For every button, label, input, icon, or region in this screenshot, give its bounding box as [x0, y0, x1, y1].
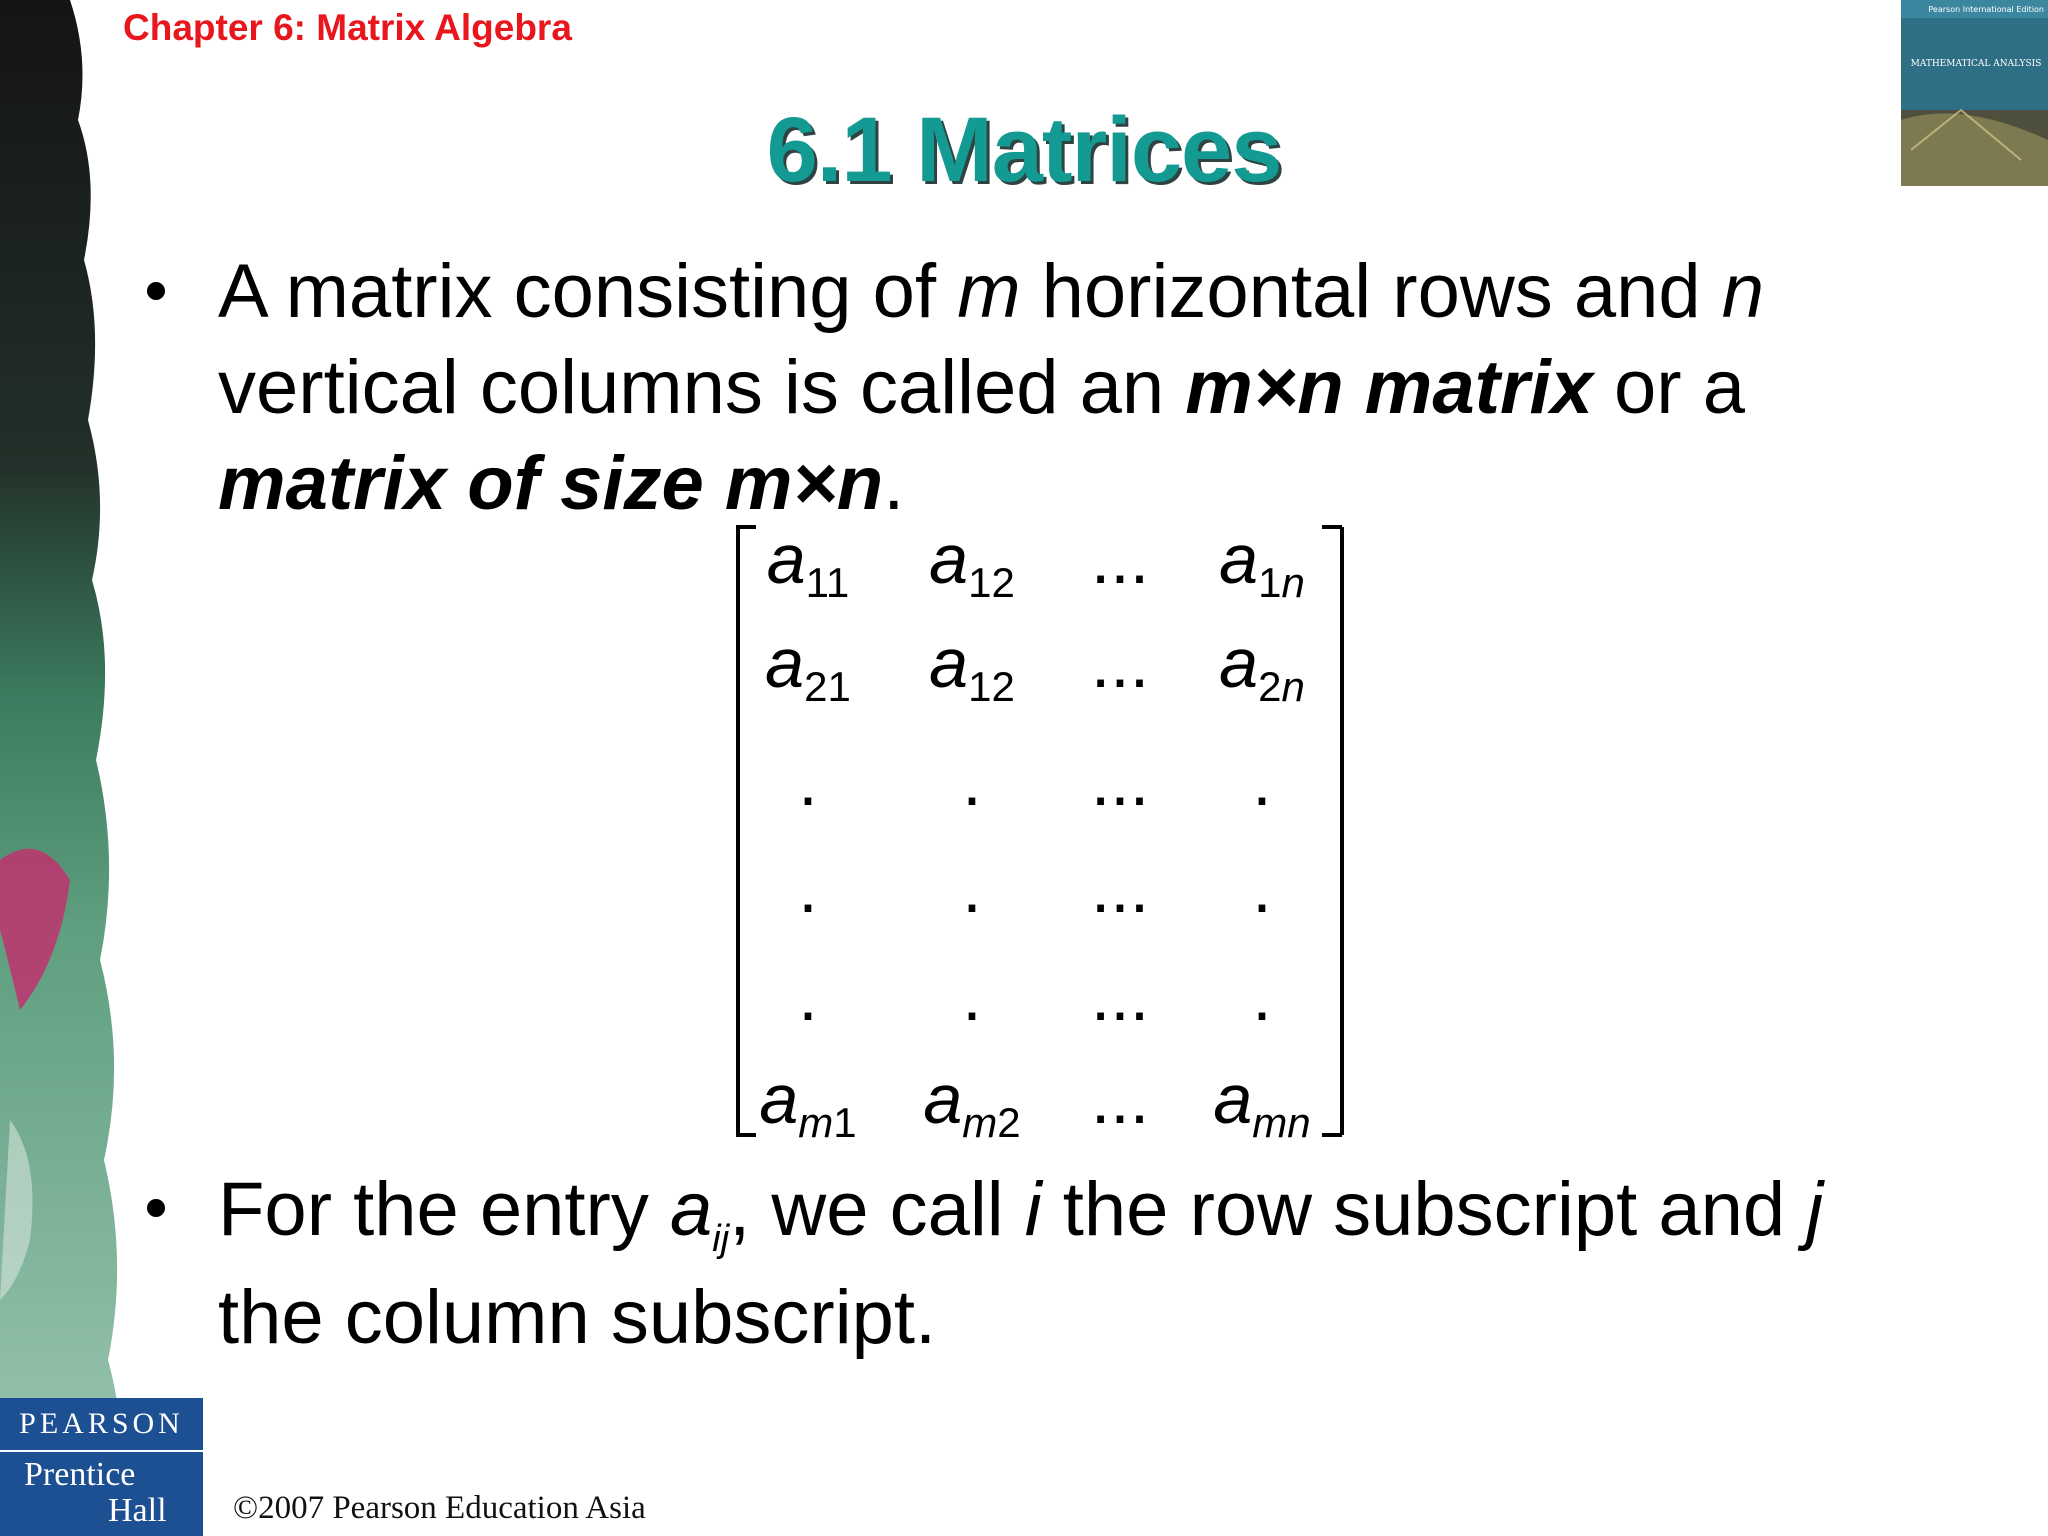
matrix-entry-r6-c4: $a_{mn}$: [1213, 1060, 1311, 1140]
matrix-entry-r6-c2: $a_m2$: [923, 1060, 1021, 1140]
bullet-2-line-1: [218, 1162, 1823, 1287]
bullet-2-line-1-seg-5: i: [1024, 1167, 1042, 1252]
bullet-1-line-2-seg-3: or a: [1592, 345, 1745, 430]
bullet-1-line-1-seg-1: A matrix consisting of: [218, 249, 958, 334]
bullet-1-line-3-seg-1: matrix of size m×n: [218, 441, 884, 526]
slide-title: 6.1 Matrices: [766, 99, 1282, 201]
matrix-entry-r2-c2: $a_{12}$: [929, 624, 1015, 710]
matrix-entry-r1-c4: $a_1n$: [1219, 520, 1305, 606]
bullet-2-line-1-seg-3: ij: [712, 1218, 730, 1260]
bullet-2-line-2-seg-1: the column subscript.: [218, 1275, 937, 1360]
matrix-entry-r4-c2: .: [962, 849, 982, 927]
matrix-entry-r6-c1: $a_m1$: [759, 1060, 857, 1140]
matrix-entry-r2-c1: $a_{21}$: [765, 624, 851, 710]
matrix-entry-r5-c3: ...: [1090, 957, 1150, 1035]
bullet-2-line-2: [218, 1270, 936, 1365]
bullet-1-line-1: [218, 244, 1764, 339]
book-title-label: MATHEMATICAL ANALYSIS: [1910, 59, 2042, 69]
book-edition-label: Pearson International Edition: [1928, 5, 2044, 14]
matrix-entry-r4-c3: ...: [1090, 849, 1150, 927]
matrix-entry-r5-c1: .: [798, 957, 818, 1035]
matrix-entry-r6-c3: ...: [1090, 1060, 1150, 1138]
bullet-1-line-3-seg-2: .: [883, 441, 905, 526]
matrix-entry-r2-c4: $a_2n$: [1219, 624, 1305, 710]
matrix-entry-r5-c2: .: [962, 957, 982, 1035]
bullet-2-line-1-seg-4: , we call: [729, 1167, 1025, 1252]
matrix-entry-r3-c2: .: [962, 742, 982, 820]
bullet-2-dot: [147, 1199, 165, 1217]
chapter-label: Chapter 6: Matrix Algebra: [123, 7, 572, 48]
bullet-1-line-2-seg-1: vertical columns is called an: [218, 345, 1186, 430]
bullet-2-line-1-seg-2: a: [669, 1167, 713, 1252]
matrix-entry-r2-c3: ...: [1090, 624, 1150, 702]
matrix-entry-r3-c3: ...: [1090, 742, 1150, 820]
matrix-entry-r1-c1: $a_{11}$: [766, 520, 850, 606]
matrix-diagram: [720, 515, 1360, 1140]
bullet-1-line-1-seg-4: n: [1721, 249, 1765, 334]
bullet-1-line-2-seg-2: m×n matrix: [1185, 345, 1593, 430]
matrix-entry-r4-c1: .: [798, 849, 818, 927]
logo-line-hall: Hall: [108, 1492, 167, 1529]
matrix-entry-r3-c1: .: [798, 742, 818, 820]
logo-brand: PEARSON: [0, 1398, 203, 1452]
matrix-entry-r4-c4: .: [1252, 849, 1272, 927]
bullet-2-line-1-seg-6: the row subscript and: [1041, 1167, 1807, 1252]
bullet-1-line-1-seg-2: m: [957, 249, 1021, 334]
bullet-1-dot: [147, 282, 165, 300]
bullet-1-line-2: [218, 340, 1745, 435]
matrix-entry-r1-c3: ...: [1090, 520, 1150, 598]
chalkboard-decoration: [0, 0, 150, 1536]
matrix-entry-r1-c2: $a_{12}$: [929, 520, 1015, 606]
bullet-2-line-1-seg-7: j: [1806, 1167, 1824, 1252]
bullet-2-line-1-seg-1: For the entry: [218, 1167, 670, 1252]
logo-line-prentice: Prentice: [24, 1456, 136, 1493]
pearson-prentice-hall-logo: [0, 1398, 203, 1536]
matrix-entry-r3-c4: .: [1252, 742, 1272, 820]
copyright-notice: ©2007 Pearson Education Asia: [233, 1490, 646, 1526]
bullet-1-line-1-seg-3: horizontal rows and: [1020, 249, 1722, 334]
matrix-entry-r5-c4: .: [1252, 957, 1272, 1035]
matrix-left-bracket: [738, 527, 744, 1135]
